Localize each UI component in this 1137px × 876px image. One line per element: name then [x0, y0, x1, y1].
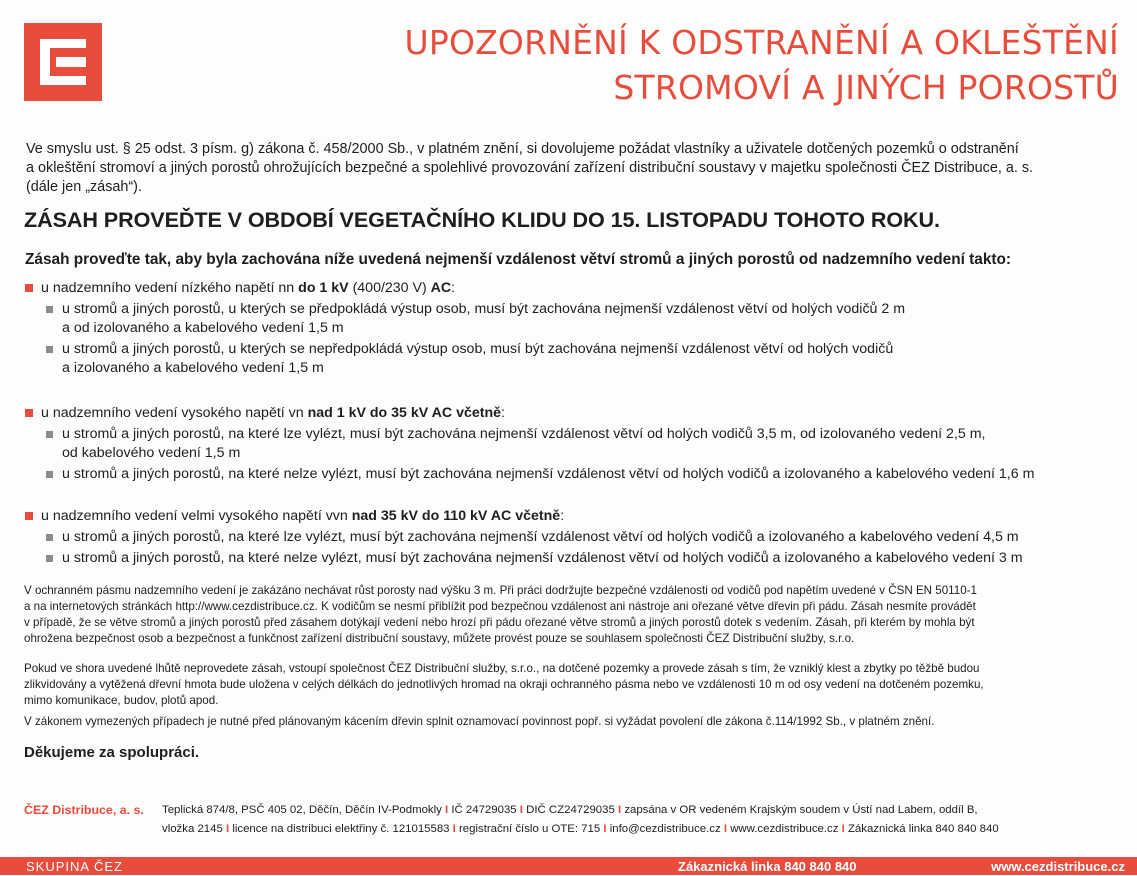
- website-link[interactable]: www.cezdistribuce.cz: [991, 859, 1125, 874]
- bottom-bar: [0, 857, 1137, 875]
- section-lead: u nadzemního vedení nízkého napětí nn do 1 kV (400/230 V) AC:: [24, 279, 1124, 298]
- list-item: u stromů a jiných porostů, na které lze vylézt, musí být zachována nejmenší vzdálenost větví od holých vodičů 3,5 m, od izolovaného vedení 2,5 m, od kabelového vedení 1,5 m: [24, 425, 1124, 463]
- section-lead: u nadzemního vedení velmi vysokého napětí vvn nad 35 kV do 110 kV AC včetně:: [24, 507, 1124, 526]
- cez-logo: [24, 23, 102, 101]
- grey-bullet-icon: [46, 346, 53, 353]
- grey-bullet-icon: [46, 431, 53, 438]
- footer-line-1: ČEZ Distribuce, a. s. Teplická 874/8, PSČ 405 02, Děčín, Děčín IV-Podmokly I IČ 24729035 I DIČ CZ24729035 I zapsána v OR vedeném Krajským soudem v Ústí nad Labem, oddíl B,: [24, 801, 1124, 820]
- thanks-text: Děkujeme za spolupráci.: [24, 744, 200, 761]
- grey-bullet-icon: [46, 555, 53, 562]
- footer-email-link[interactable]: info@cezdistribuce.cz: [609, 823, 721, 835]
- footer: [24, 801, 1124, 839]
- list-item: u stromů a jiných porostů, u kterých se předpokládá výstup osob, musí být zachována nejmenší vzdálenost větví od holých vodičů 2 m a od izolovaného a kabelového vedení 1,5 m: [24, 300, 1124, 338]
- page-title: [239, 20, 1119, 110]
- footer-web-link[interactable]: www.cezdistribuce.cz: [730, 823, 839, 835]
- grey-bullet-icon: [46, 534, 53, 541]
- section-lead: u nadzemního vedení vysokého napětí vn nad 1 kV do 35 kV AC včetně:: [24, 404, 1124, 423]
- hotline-label: Zákaznická linka 840 840 840: [678, 859, 857, 874]
- footer-line-2: vložka 2145 I licence na distribuci elektřiny č. 121015583 I registrační číslo u OTE: 715 I info@cezdistribuce.cz I www.cezdistribuce.cz I Zákaznická linka 840 840 840: [162, 823, 999, 835]
- list-item: u stromů a jiných porostů, na které nelze vylézt, musí být zachována nejmenší vzdálenost větví od holých vodičů a izolovaného a kabelového vedení 3 m: [24, 549, 1124, 568]
- list-item: u stromů a jiných porostů, u kterých se nepředpokládá výstup osob, musí být zachována nejmenší vzdálenost větví od holých vodičů a izolovaného a kabelového vedení 1,5 m: [24, 340, 1124, 378]
- intro-line-2: a okleštění stromoví a jiných porostů ohrožujících bezpečné a spolehlivé provozování zařízení distribuční soustavy v majetku společnosti ČEZ Distribuce, a. s.: [26, 160, 1034, 176]
- red-bullet-icon: [25, 512, 33, 520]
- red-bullet-icon: [25, 284, 33, 292]
- section-nn: [24, 279, 1124, 378]
- group-label: SKUPINA ČEZ: [26, 859, 123, 874]
- note-protection-zone: V ochranném pásmu nadzemního vedení je zakázáno nechávat růst porosty nad výšku 3 m. Při práci dodržujte bezpečné vzdálenosti od vodičů pod napětím uvedené v ČSN EN 50110-1 a na internetových stránkách http://www.cezdistribuce.cz. K vodičům se nesmí přiblížit pod bezpečnou vzdálenost ani nástroje ani ořezané větve dřevin při pádu. Zásah nesmíte provádět v případě, že se větve stromů a jiných porostů před zásahem dotýkají vedení nebo hrozí při pádu ořezané větve stromů a jiných porostů dotek s vedením. Zásah, při kterém by mohla být ohrožena bezpečnost osob a bezpečnost a funkčnost zařízení distribuční soustavy, můžete provést pouze se souhlasem společnosti ČEZ Distribuční služby, s.r.o.: [24, 584, 977, 645]
- deadline-headline: ZÁSAH PROVEĎTE V OBDOBÍ VEGETAČNÍHO KLIDU DO 15. LISTOPADU TOHOTO ROKU.: [24, 207, 940, 232]
- title-line-1: UPOZORNĚNÍ K ODSTRANĚNÍ A OKLEŠTĚNÍ: [404, 23, 1119, 62]
- red-bullet-icon: [25, 409, 33, 417]
- intro-line-3: (dále jen „zásah“).: [26, 179, 142, 195]
- list-item: u stromů a jiných porostů, na které lze vylézt, musí být zachována nejmenší vzdálenost větví od holých vodičů a izolovaného a kabelového vedení 4,5 m: [24, 528, 1124, 547]
- grey-bullet-icon: [46, 306, 53, 313]
- section-vvn: [24, 507, 1124, 568]
- footer-company: ČEZ Distribuce, a. s.: [24, 803, 144, 817]
- list-item: u stromů a jiných porostů, na které nelze vylézt, musí být zachována nejmenší vzdálenost větví od holých vodičů a izolovaného a kabelového vedení 1,6 m: [24, 465, 1124, 484]
- intro-paragraph: [26, 140, 1124, 197]
- grey-bullet-icon: [46, 471, 53, 478]
- note-legal: V zákonem vymezených případech je nutné před plánovaným kácením dřevin splnit oznamovací povinnost popř. si vyžádat povolení dle zákona č.114/1992 Sb., v platném znění.: [24, 715, 935, 728]
- section-vn: [24, 404, 1124, 484]
- title-line-2: STROMOVÍ A JINÝCH POROSTŮ: [613, 68, 1119, 107]
- distance-subhead: Zásah proveďte tak, aby byla zachována níže uvedená nejmenší vzdálenost větví stromů a jiných porostů od nadzemního vedení takto:: [25, 251, 1012, 268]
- intro-line-1: Ve smyslu ust. § 25 odst. 3 písm. g) zákona č. 458/2000 Sb., v platném znění, si dovolujeme požádat vlastníky a uživatele dotčených pozemků o odstranění: [26, 141, 1019, 157]
- cez-logo-icon: [24, 23, 102, 101]
- note-enforcement: Pokud ve shora uvedené lhůtě neprovedete zásah, vstoupí společnost ČEZ Distribuční služby, s.r.o., na dotčené pozemky a provede zásah s tím, že vzniklý klest a zbytky po těžbě budou zlikvidovány a vytěžená dřevní hmota bude uložena v celých délkách do jednotlivých hromad na okraji ochranného pásma nebo ve vzdálenosti 10 m od osy vedení na dotčeném pozemku, mimo komunikace, budov, plotů apod.: [24, 662, 984, 707]
